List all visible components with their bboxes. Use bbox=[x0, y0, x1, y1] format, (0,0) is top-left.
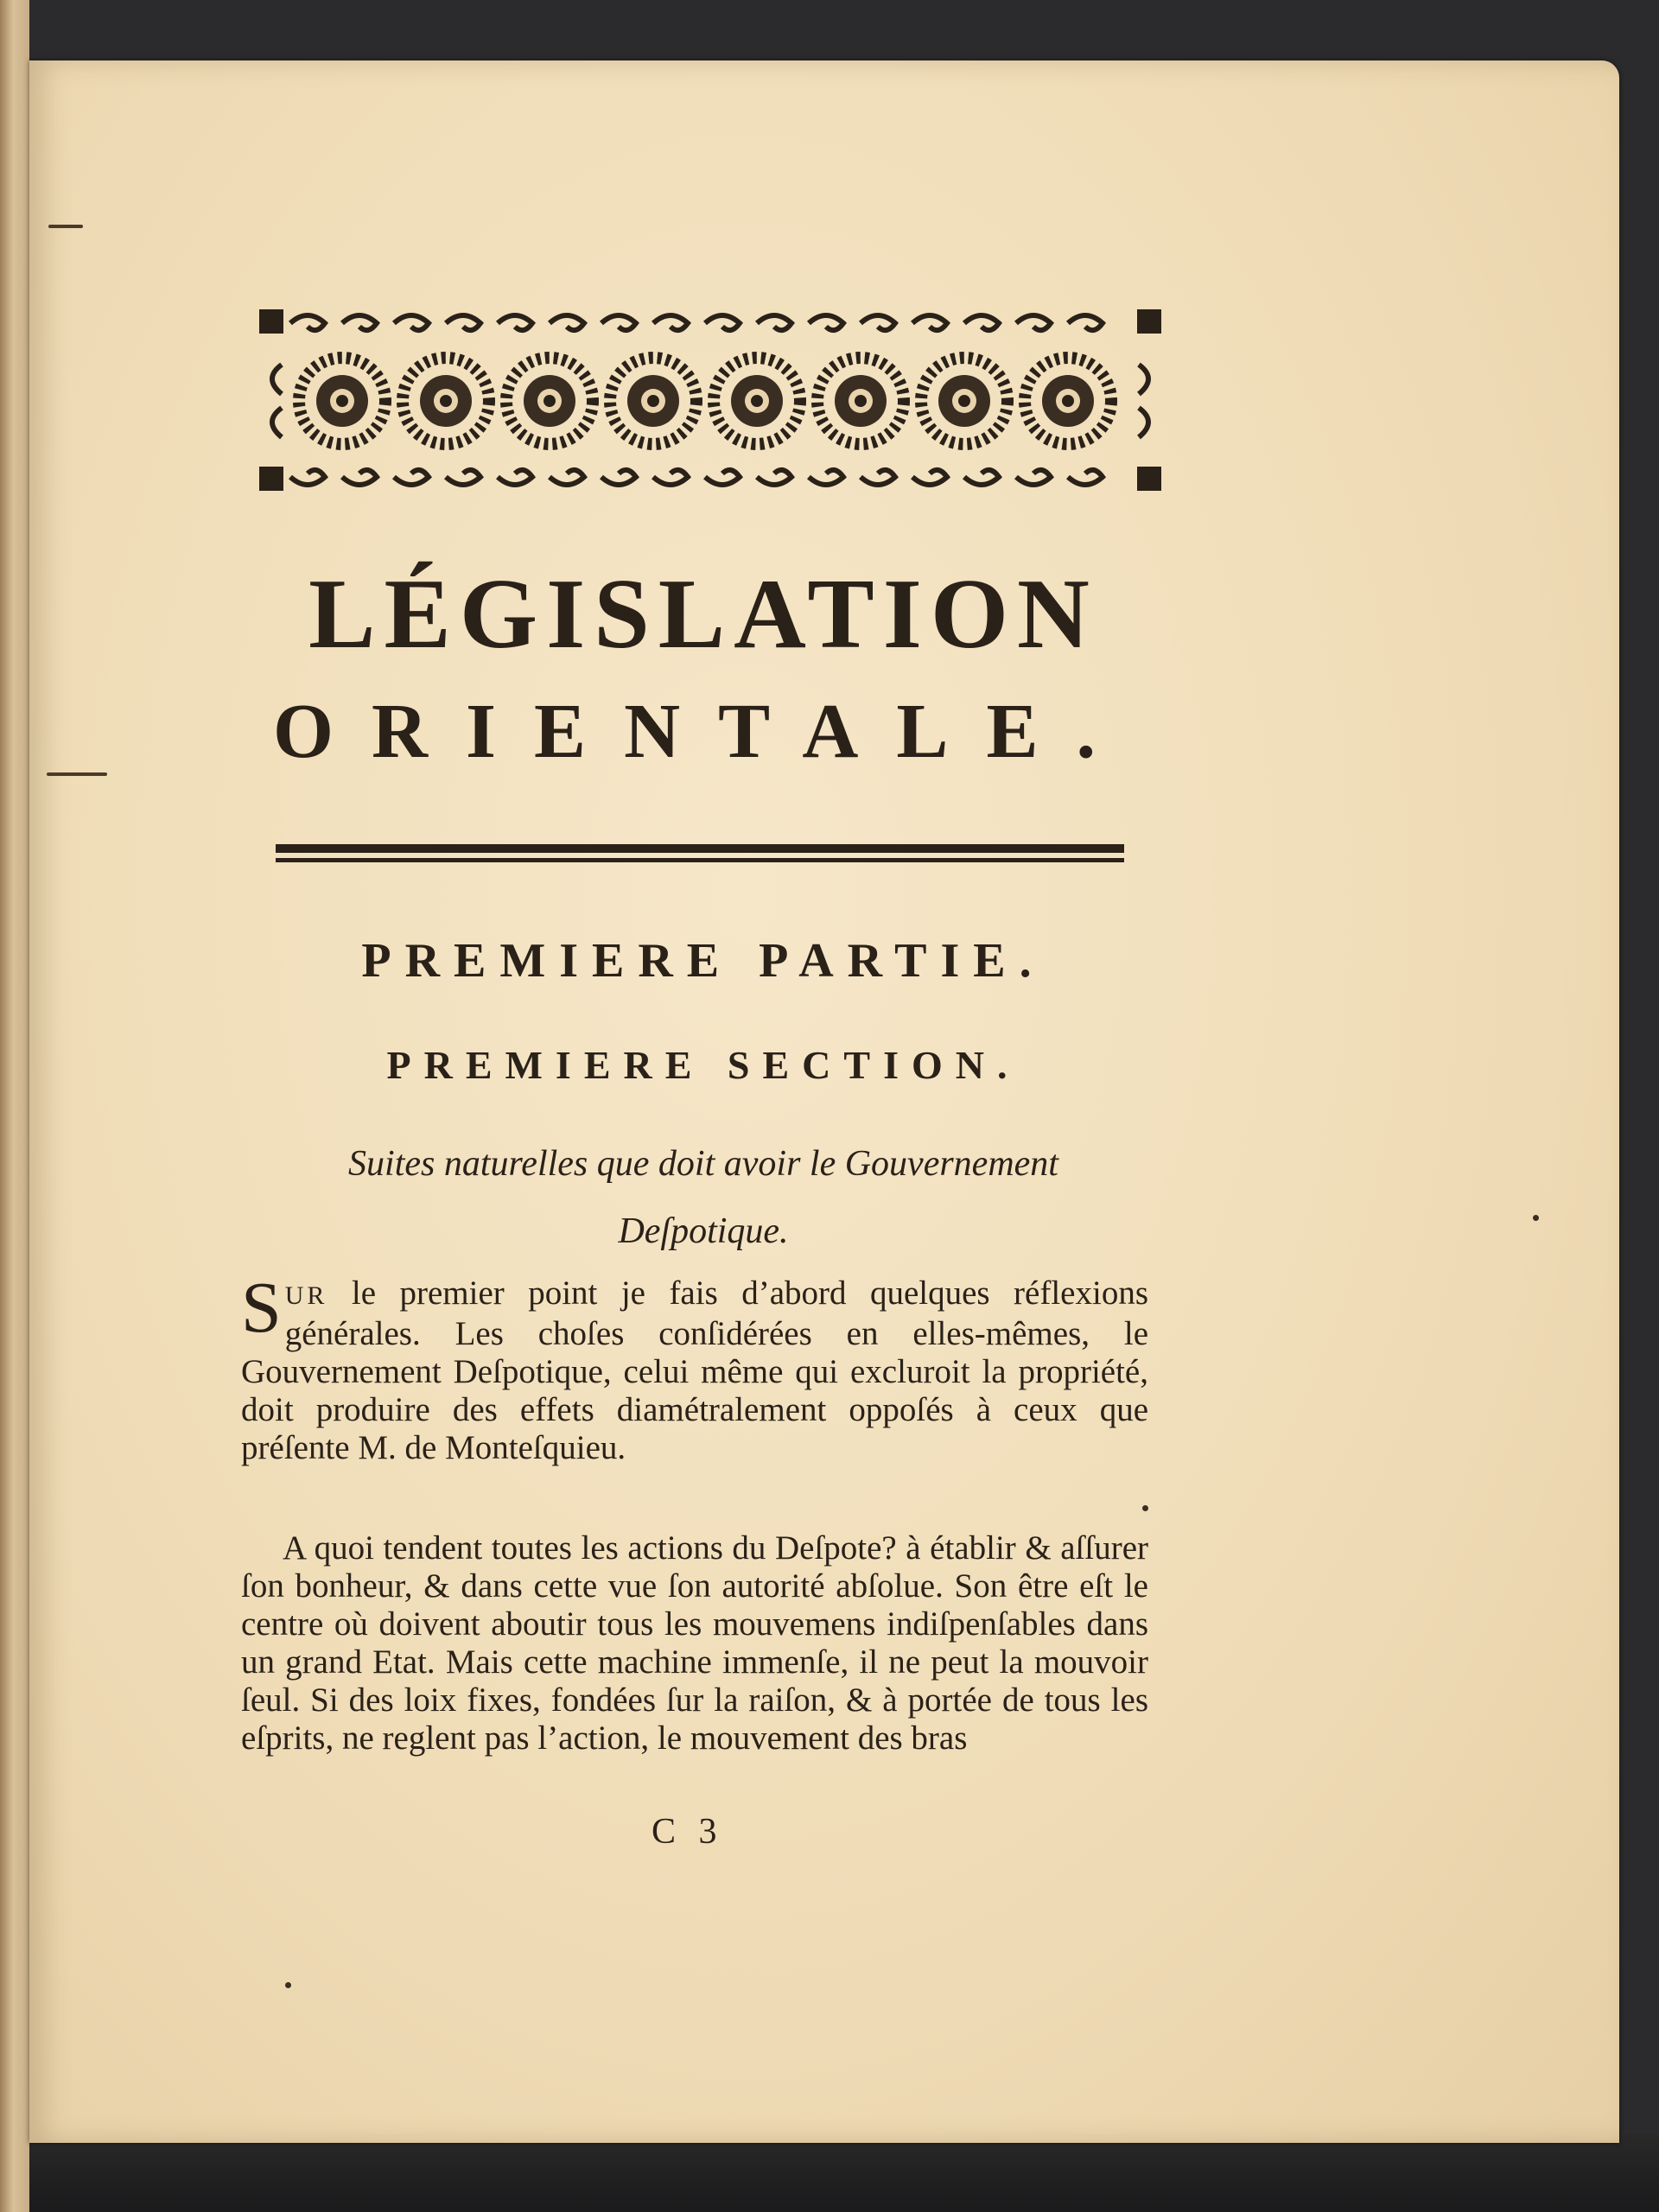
drop-cap-rest: UR bbox=[284, 1281, 328, 1310]
decorative-rule bbox=[276, 842, 1124, 867]
background-shadow bbox=[0, 2134, 1659, 2212]
section-subtitle: Suites naturelles que doit avoir le Gouvernement Deſpotique. bbox=[348, 1144, 1058, 1251]
book-page bbox=[29, 60, 1619, 2143]
gutter-mark bbox=[47, 772, 107, 776]
section-heading: PREMIERE SECTION. bbox=[386, 1043, 1020, 1087]
decorative-headpiece bbox=[256, 304, 1165, 499]
gutter-mark bbox=[48, 225, 83, 228]
stray-dot bbox=[285, 1982, 291, 1988]
facing-page-edge bbox=[0, 0, 29, 2212]
paragraph-1-text: le premier point je fais d’abord quelques réflexions générales. Les choſes conſidérées en elles-mêmes, le Gouvernement Deſpotique, celui même qui excluroit la propriété, doit produire des effets diamétralement oppoſés à ceux que préſente M. de Monteſquieu. bbox=[241, 1274, 1148, 1466]
page-title-line2: ORIENTALE. bbox=[273, 689, 1134, 774]
paragraph-1 bbox=[241, 1268, 1148, 1467]
drop-cap: S bbox=[241, 1268, 282, 1348]
signature-mark: C 3 bbox=[652, 1812, 724, 1852]
paragraph-2: A quoi tendent toutes les actions du Deſpote? à établir & aſſurer ſon bonheur, & dans cette vue ſon autorité abſolue. Son être eſt le centre où doivent aboutir tous les mouvemens indiſpenſables dans un grand Etat. Mais cette machine immenſe, il ne peut la mouvoir ſeul. Si des loix fixes, fondées ſur la raiſon, & à portée de tous les eſprits, ne reglent pas l’action, le mouvement des bras bbox=[241, 1529, 1148, 1757]
stray-dot bbox=[1533, 1215, 1539, 1221]
page-title-line1: LÉGISLATION bbox=[308, 559, 1098, 670]
stray-dot bbox=[1142, 1505, 1148, 1511]
part-heading: PREMIERE PARTIE. bbox=[361, 934, 1046, 988]
